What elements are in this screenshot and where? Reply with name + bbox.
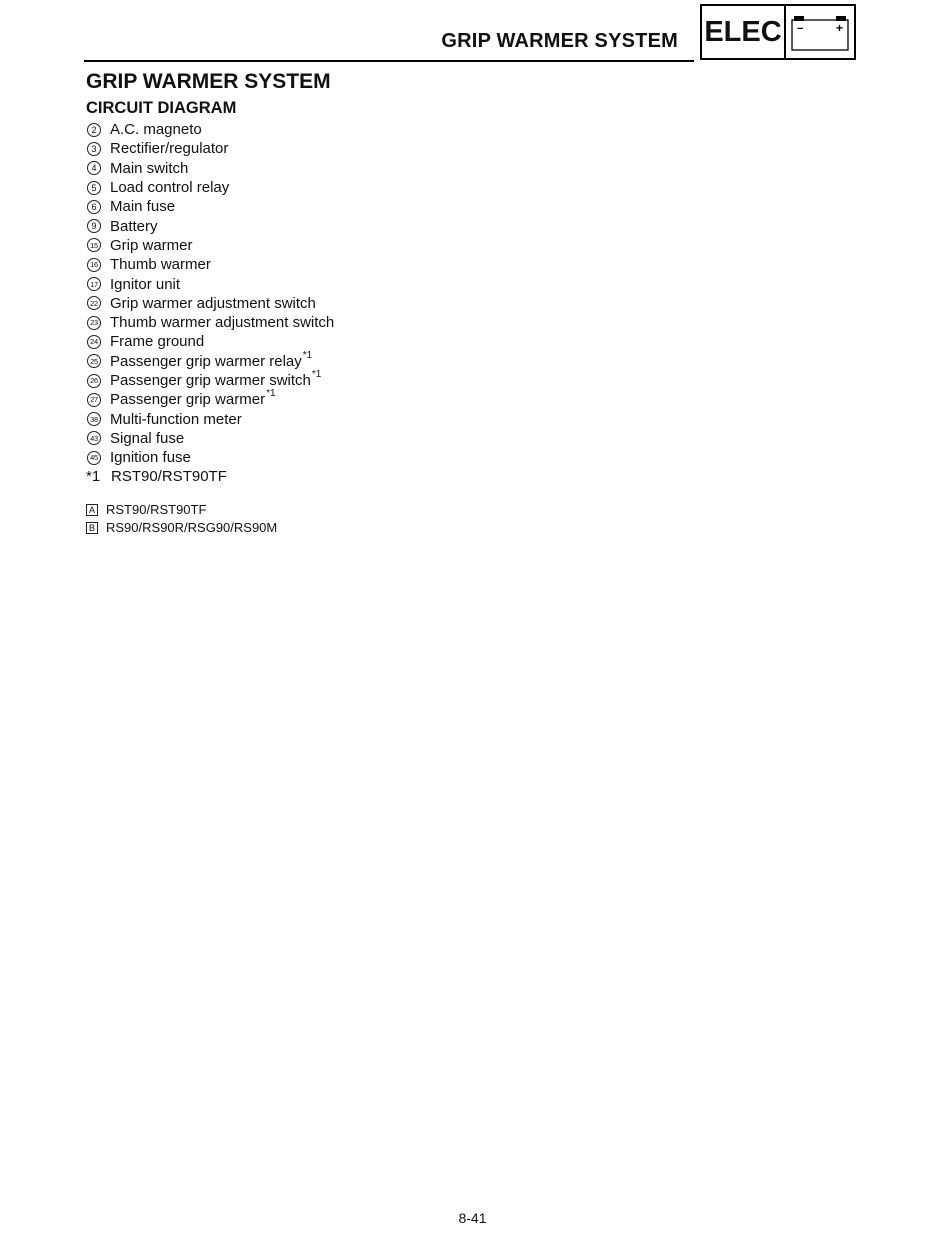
legend-label: Ignitor unit [110, 275, 181, 293]
legend-item [86, 255, 686, 274]
legend-number: 38 [87, 412, 101, 426]
battery-icon [790, 12, 850, 52]
legend-item [86, 409, 686, 428]
legend-label: Multi-function meter [110, 410, 242, 428]
variant-row [86, 501, 686, 519]
battery-minus: − [797, 23, 804, 35]
legend-item [86, 371, 686, 390]
page-number: 8-41 [458, 1210, 487, 1226]
legend-label: Main switch [110, 159, 189, 177]
legend-note: *1 [311, 369, 322, 380]
section-subtitle: CIRCUIT DIAGRAM [86, 99, 237, 117]
legend-number: 23 [87, 316, 101, 330]
legend-item [86, 120, 686, 139]
legend-note: *1 [266, 388, 276, 400]
legend-number: 27 [87, 393, 101, 407]
legend-item [86, 178, 686, 197]
page-title: GRIP WARMER SYSTEM [86, 70, 331, 93]
section-icon-cell [786, 6, 854, 58]
legend-label: Frame ground [110, 333, 205, 351]
legend-item [86, 197, 686, 216]
variant-row [86, 519, 686, 537]
footnote-text: RST90/RST90TF [111, 468, 227, 486]
legend-number: 5 [87, 181, 101, 195]
section-label: ELEC [702, 6, 786, 58]
legend-note: *1 [302, 349, 313, 361]
legend-number: 9 [87, 219, 101, 233]
legend-number: 24 [87, 335, 101, 349]
legend-label: Load control relay [110, 179, 230, 197]
variant-key: B [86, 522, 98, 534]
legend-number: 26 [87, 374, 101, 388]
legend-number: 17 [87, 277, 101, 291]
legend-item [86, 216, 686, 235]
variant-text: RST90/RST90TF [106, 502, 207, 518]
header-rule [84, 60, 694, 62]
page-header [84, 0, 860, 70]
footnote-row [86, 467, 686, 486]
footnote-key: *1 [86, 468, 101, 486]
legend-number: 6 [87, 200, 101, 214]
legend-label: Main fuse [110, 198, 176, 216]
legend-label: Passenger grip warmer [110, 391, 266, 409]
legend-number: 3 [87, 142, 101, 156]
legend-item [86, 332, 686, 351]
legend-label: Battery [110, 217, 158, 235]
variant-text: RS90/RS90R/RSG90/RS90M [106, 520, 278, 536]
legend-label: A.C. magneto [110, 121, 202, 139]
legend-label: Grip warmer adjustment switch [110, 294, 316, 312]
legend-number: 45 [87, 451, 101, 465]
legend-label: Thumb warmer [110, 256, 211, 274]
legend-item [86, 294, 686, 313]
legend-number: 15 [87, 238, 101, 252]
legend-item [86, 236, 686, 255]
legend-label: Passenger grip warmer relay [110, 352, 302, 370]
legend-number: 16 [87, 258, 101, 272]
variant-key: A [86, 504, 98, 516]
header-title: GRIP WARMER SYSTEM [441, 30, 678, 52]
legend-label: Signal fuse [110, 429, 185, 447]
legend-item [86, 429, 686, 448]
legend-label: Grip warmer [110, 236, 193, 254]
legend-number: 43 [87, 431, 101, 445]
legend-item [86, 159, 686, 178]
legend-label: Ignition fuse [110, 449, 191, 467]
model-variants [86, 501, 686, 537]
legend-item [86, 313, 686, 332]
legend-item [86, 390, 686, 409]
legend-number: 22 [87, 296, 101, 310]
legend-item [86, 139, 686, 158]
legend-label: Passenger grip warmer switch [110, 372, 311, 389]
legend-number: 2 [87, 123, 101, 137]
circuit-legend [86, 120, 686, 487]
legend-number: 25 [87, 354, 101, 368]
legend-number: 4 [87, 161, 101, 175]
main-content [86, 68, 686, 537]
legend-label: Thumb warmer adjustment switch [110, 314, 335, 332]
legend-item [86, 448, 686, 467]
legend-label: Rectifier/regulator [110, 140, 229, 158]
legend-item [86, 274, 686, 293]
battery-plus: + [836, 21, 844, 35]
section-tab [700, 4, 856, 60]
legend-item [86, 349, 686, 371]
